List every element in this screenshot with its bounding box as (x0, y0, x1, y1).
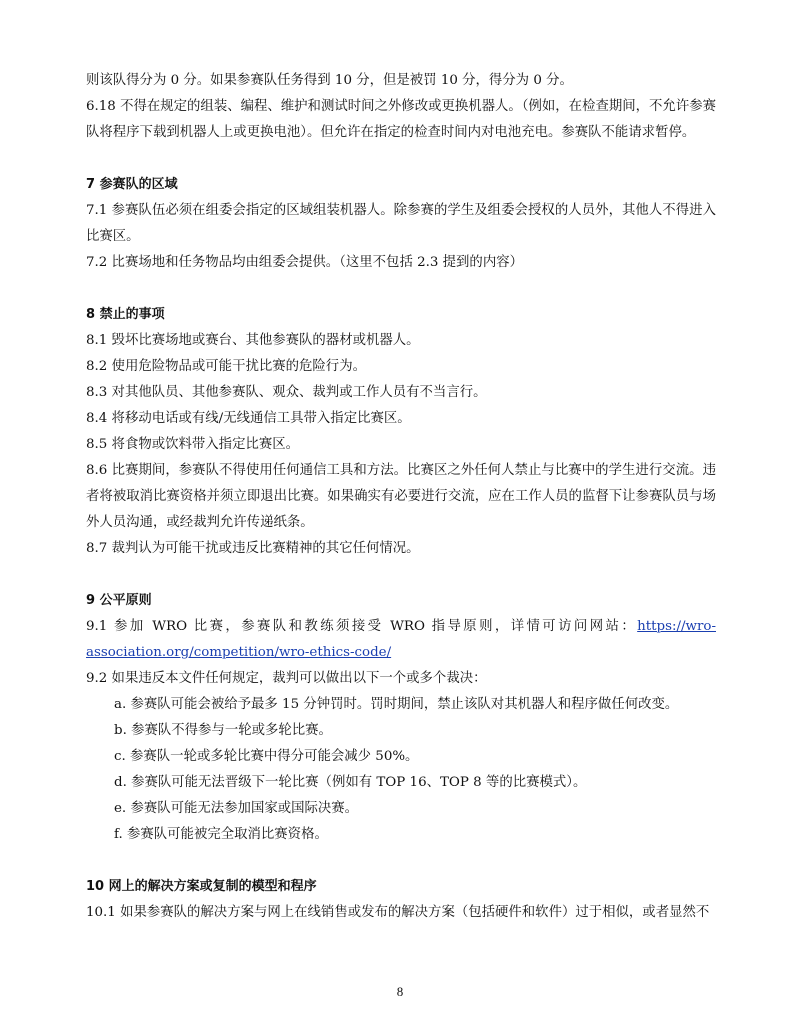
wro-ethics-link[interactable]: https://wro-association.org/competition/wro-ethics-code/ (86, 619, 716, 660)
rule-7-1: 7.1 参赛队伍必须在组委会指定的区域组装机器人。除参赛的学生及组委会授权的人员外，其他人不得进入比赛区。 (86, 203, 716, 244)
rule-8-2: 8.2 使用危险物品或可能干扰比赛的危险行为。 (86, 359, 366, 374)
rule-9-1 (86, 614, 716, 666)
rule-9-1-text: 9.1 参加 WRO 比赛，参赛队和教练须接受 WRO 指导原则，详情可访问网站： (86, 619, 638, 634)
rule-7-2: 7.2 比赛场地和任务物品均由组委会提供。（这里不包括 2.3 提到的内容） (86, 255, 523, 270)
list-item: d. 参赛队可能无法晋级下一轮比赛（例如有 TOP 16、TOP 8 等的比赛模式）。 (114, 775, 587, 790)
rule-8-1: 8.1 毁坏比赛场地或赛台、其他参赛队的器材或机器人。 (86, 333, 420, 348)
list-item: a. 参赛队可能会被给予最多 15 分钟罚时。罚时期间，禁止该队对其机器人和程序做任何改变。 (114, 697, 679, 712)
rule-8-7: 8.7 裁判认为可能干扰或违反比赛精神的其它任何情况。 (86, 541, 420, 556)
list-item: f. 参赛队可能被完全取消比赛资格。 (114, 827, 328, 842)
rule-10-1: 10.1 如果参赛队的解决方案与网上在线销售或发布的解决方案（包括硬件和软件）过于相似，或者显然不 (86, 905, 710, 920)
paragraph-score-zero: 则该队得分为 0 分。如果参赛队任务得到 10 分，但是被罚 10 分，得分为 0 分。 (86, 73, 573, 88)
list-item: e. 参赛队可能无法参加国家或国际决赛。 (114, 801, 359, 816)
section-7-heading: 7 参赛队的区域 (86, 177, 178, 192)
rule-8-4: 8.4 将移动电话或有线/无线通信工具带入指定比赛区。 (86, 411, 411, 426)
rule-6-18: 6.18 不得在规定的组装、编程、维护和测试时间之外修改或更换机器人。（例如，在检查期间，不允许参赛队将程序下载到机器人上或更换电池）。但允许在指定的检查时间内对电池充电。参赛队不能请求暂停。 (86, 99, 716, 140)
rule-8-3: 8.3 对其他队员、其他参赛队、观众、裁判或工作人员有不当言行。 (86, 385, 487, 400)
rule-8-5: 8.5 将食物或饮料带入指定比赛区。 (86, 437, 300, 452)
document-body (86, 68, 716, 926)
section-9-heading: 9 公平原则 (86, 593, 152, 608)
list-item: c. 参赛队一轮或多轮比赛中得分可能会减少 50%。 (114, 749, 419, 764)
list-item: b. 参赛队不得参与一轮或多轮比赛。 (114, 723, 332, 738)
rule-8-6: 8.6 比赛期间，参赛队不得使用任何通信工具和方法。比赛区之外任何人禁止与比赛中的学生进行交流。违者将被取消比赛资格并须立即退出比赛。如果确实有必要进行交流，应在工作人员的监督下让参赛队员与场外人员沟通，或经裁判允许传递纸条。 (86, 463, 716, 530)
page-number: 8 (396, 984, 404, 999)
section-10-heading: 10 网上的解决方案或复制的模型和程序 (86, 879, 317, 894)
rule-9-2: 9.2 如果违反本文件任何规定，裁判可以做出以下一个或多个裁决： (86, 671, 487, 686)
section-8-heading: 8 禁止的事项 (86, 307, 165, 322)
